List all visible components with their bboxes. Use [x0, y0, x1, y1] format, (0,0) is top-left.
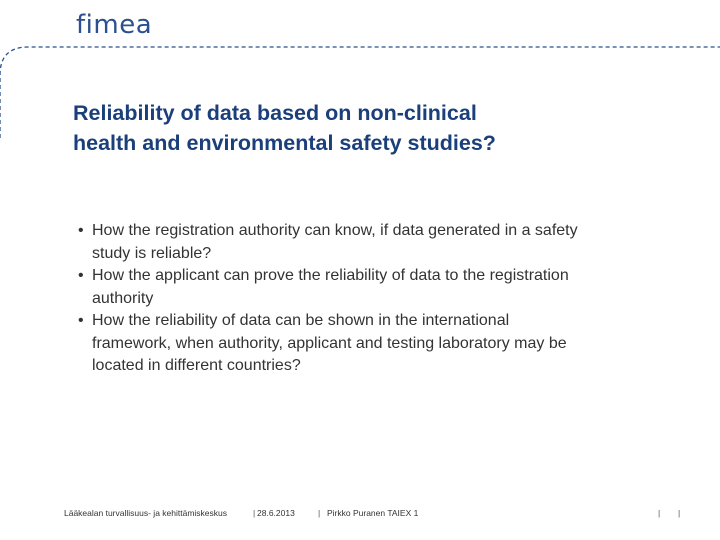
footer-separator: | — [253, 508, 256, 518]
bullet-list — [75, 220, 675, 378]
bullet-text-line: framework, when authority, applicant and testing laboratory may be — [92, 334, 567, 352]
fimea-logo: fimea — [76, 10, 153, 40]
bullet-text-line: study is reliable? — [92, 244, 212, 262]
slide-title — [73, 98, 673, 158]
footer-separator: | — [678, 508, 681, 518]
footer-date: 28.6.2013 — [257, 508, 295, 518]
slide-title-line: Reliability of data based on non-clinical — [73, 101, 477, 125]
bullet-item — [75, 310, 675, 378]
bullet-item — [75, 220, 675, 265]
slide-title-line: health and environmental safety studies? — [73, 131, 496, 155]
bullet-text-line: located in different countries? — [92, 357, 301, 374]
bullet-marker: • — [78, 267, 84, 284]
bullet-item — [75, 265, 675, 310]
bullet-text-line: How the applicant can prove the reliability of data to the registration — [92, 267, 569, 284]
footer-separator: | — [318, 508, 321, 518]
bullet-text-line: How the registration authority can know, if data generated in a safety — [92, 222, 578, 239]
footer-presenter: Pirkko Puranen TAIEX 1 — [327, 508, 419, 518]
bullet-text-line: How the reliability of data can be shown in the international — [92, 312, 510, 329]
footer-organization: Lääkealan turvallisuus- ja kehittämiskeskus — [64, 508, 227, 518]
bullet-marker: • — [78, 222, 84, 239]
bullet-text-line: authority — [92, 289, 154, 307]
footer-separator: | — [658, 508, 661, 518]
bullet-marker: • — [78, 312, 84, 329]
